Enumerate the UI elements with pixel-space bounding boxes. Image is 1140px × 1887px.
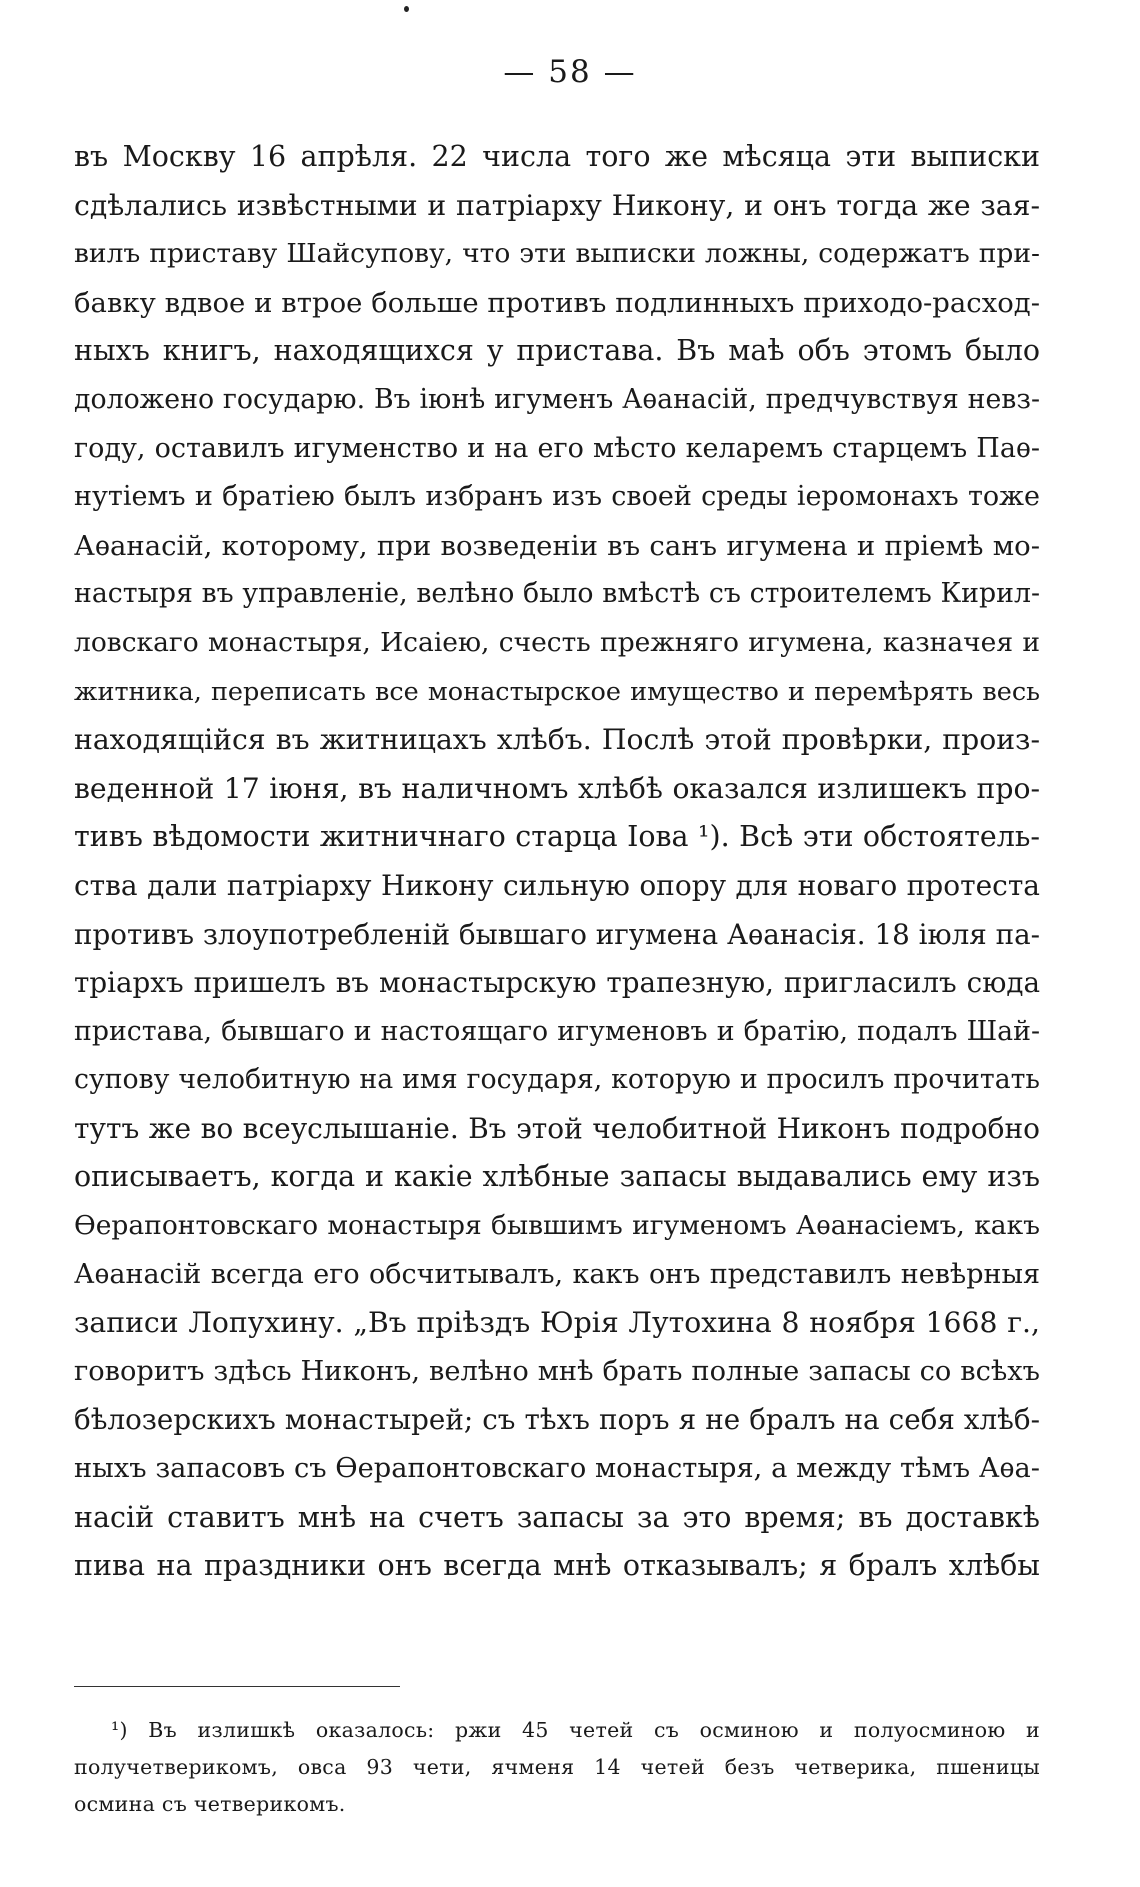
footnote-line: получетверикомъ, овса 93 чети, ячменя 14 четей безъ четверика, пшеницы	[74, 1755, 1040, 1779]
text-line: тивъ вѣдомости житничнаго старца Іова ¹). Всѣ эти обстоятель-	[74, 820, 1040, 854]
text-line: нутіемъ и братіею былъ избранъ изъ своей среды іеромонахъ тоже	[74, 481, 1040, 513]
footnote-divider	[74, 1686, 400, 1687]
text-line: бавку вдвое и втрое больше противъ подлинныхъ приходо-расход-	[74, 286, 1040, 319]
text-line: бѣлозерскихъ монастырей; съ тѣхъ поръ я не бралъ на себя хлѣб-	[74, 1403, 1040, 1437]
text-line: находящійся въ житницахъ хлѣбъ. Послѣ этой провѣрки, произ-	[74, 723, 1040, 757]
text-line: веденной 17 іюня, въ наличномъ хлѣбѣ оказался излишекъ про-	[74, 771, 1040, 805]
text-line: ства дали патріарху Никону сильную опору для новаго протеста	[74, 868, 1040, 902]
footnote-line: ¹) Въ излишкѣ оказалось: ржи 45 четей съ осминою и полуосминою и	[111, 1718, 1040, 1742]
page-number: — 58 —	[503, 54, 637, 90]
text-line: ныхъ книгъ, находящихся у пристава. Въ маѣ объ этомъ было	[74, 334, 1040, 368]
text-line: сдѣлались извѣстными и патріарху Никону, и онъ тогда же зая-	[74, 188, 1040, 222]
text-line: пива на праздники онъ всегда мнѣ отказывалъ; я бралъ хлѣбы	[74, 1549, 1040, 1583]
footnote-line: осмина съ четверикомъ.	[74, 1792, 346, 1816]
text-line: вилъ приставу Шайсупову, что эти выписки ложны, содержатъ при-	[74, 238, 1040, 270]
body-text	[74, 133, 1040, 1591]
text-line: записи Лопухину. „Въ пріѣздъ Юрія Лутохина 8 ноября 1668 г.,	[74, 1306, 1040, 1340]
text-line: Аѳанасій всегда его обсчитывалъ, какъ онъ представилъ невѣрныя	[74, 1258, 1040, 1290]
text-line: супову челобитную на имя государя, которую и просилъ прочитать	[74, 1064, 1040, 1096]
text-line: житника, переписать все монастырское имущество и перемѣрять весь	[74, 676, 1040, 707]
text-line: въ Москву 16 апрѣля. 22 числа того же мѣсяца эти выписки	[74, 140, 1040, 173]
text-line: насій ставитъ мнѣ на счетъ запасы за это время; въ доставкѣ	[74, 1500, 1040, 1534]
text-line: противъ злоупотребленій бывшаго игумена Аѳанасія. 18 іюля па-	[74, 917, 1040, 951]
text-line: описываетъ, когда и какіе хлѣбные запасы выдавались ему изъ	[74, 1160, 1040, 1194]
text-line: доложено государю. Въ іюнѣ игуменъ Аѳанасій, предчувствуя невз-	[74, 383, 1040, 415]
text-line: Аѳанасій, которому, при возведеніи въ санъ игумена и пріемѣ мо-	[74, 529, 1040, 562]
text-line: настыря въ управленіе, велѣно было вмѣстѣ съ строителемъ Кирил-	[74, 578, 1040, 610]
text-line: тріархъ пришелъ въ монастырскую трапезную, пригласилъ сюда	[74, 966, 1040, 1000]
text-line: Ѳерапонтовскаго монастыря бывшимъ игуменомъ Аѳанасіемъ, какъ	[74, 1210, 1040, 1242]
text-line: говоритъ здѣсь Никонъ, велѣно мнѣ брать полные запасы со всѣхъ	[74, 1355, 1040, 1387]
text-line: году, оставилъ игуменство и на его мѣсто келаремъ старцемъ Паѳ-	[74, 432, 1040, 464]
footnote	[74, 1712, 1040, 1823]
text-line: тутъ же во всеуслышаніе. Въ этой челобитной Никонъ подробно	[74, 1111, 1040, 1145]
ink-speck	[404, 6, 409, 12]
text-line: пристава, бывшаго и настоящаго игуменовъ и братію, подалъ Шай-	[74, 1015, 1040, 1047]
text-line: ловскаго монастыря, Исаіею, счесть прежняго игумена, казначея и	[74, 626, 1040, 658]
text-line: ныхъ запасовъ съ Ѳерапонтовскаго монастыря, а между тѣмъ Аѳа-	[74, 1453, 1040, 1485]
